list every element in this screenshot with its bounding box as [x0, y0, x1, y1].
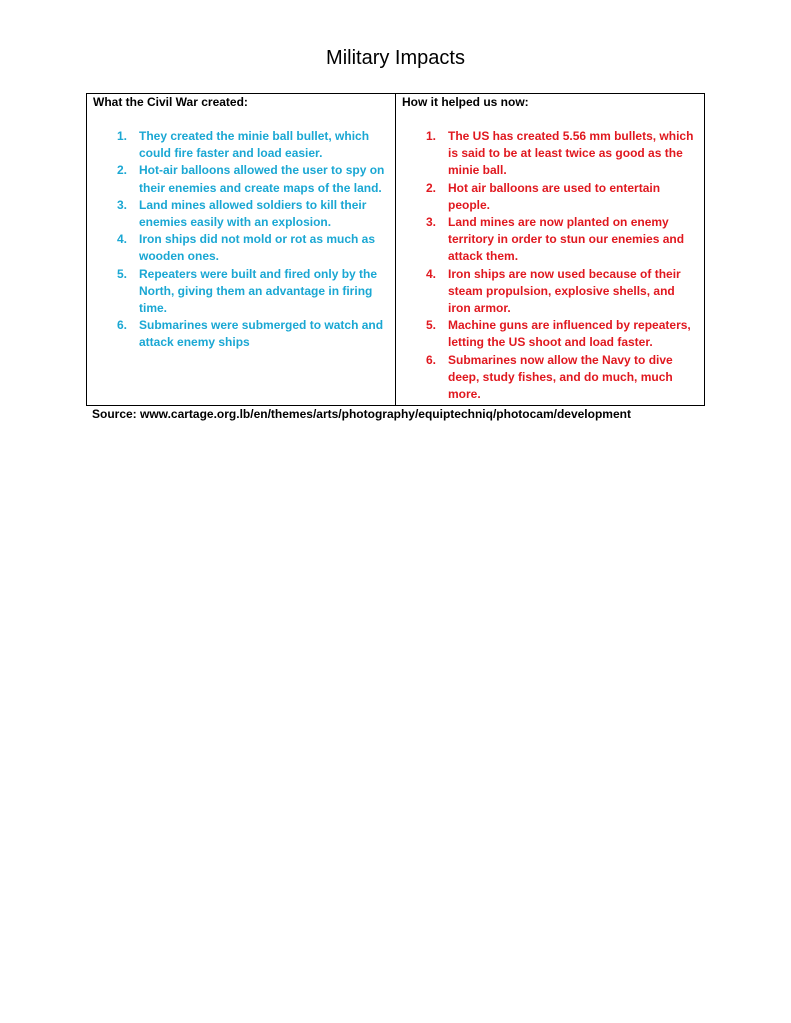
- list-item: [87, 197, 395, 231]
- how-it-helped-list: [396, 128, 704, 403]
- item-number: 4.: [117, 232, 128, 247]
- list-item: [87, 162, 395, 196]
- list-item: [87, 266, 395, 318]
- item-text: Hot-air balloons allowed the user to spy on their enemies and create maps of the land.: [139, 163, 385, 195]
- civil-war-created-list: [87, 128, 395, 352]
- item-number: 2.: [426, 180, 437, 195]
- list-item: [396, 266, 704, 318]
- item-text: Submarines were submerged to watch and attack enemy ships: [139, 318, 384, 350]
- civil-war-created-column: [87, 94, 396, 405]
- item-number: 3.: [117, 197, 128, 212]
- item-number: 6.: [117, 318, 128, 333]
- column-header-how-it-helped: How it helped us now:: [402, 95, 529, 109]
- list-item: [396, 180, 704, 214]
- list-item: [87, 128, 395, 162]
- list-item: [396, 214, 704, 266]
- list-item: [396, 317, 704, 351]
- item-text: The US has created 5.56 mm bullets, which is said to be at least twice as good as the minie ball.: [448, 129, 694, 178]
- item-text: Land mines allowed soldiers to kill their enemies easily with an explosion.: [139, 197, 367, 230]
- item-text: Iron ships are now used because of their steam propulsion, explosive shells, and iron armor.: [448, 266, 681, 316]
- item-text: Iron ships did not mold or rot as much as wooden ones.: [139, 232, 376, 264]
- impacts-table: [86, 93, 705, 406]
- source-citation: Source: www.cartage.org.lb/en/themes/arts/photography/equiptechniq/photocam/development: [92, 407, 631, 421]
- item-text: Repeaters were built and fired only by the North, giving them an advantage in firing time.: [139, 266, 378, 316]
- list-item: [396, 128, 704, 180]
- item-text: Machine guns are influenced by repeaters, letting the US shoot and load faster.: [448, 318, 691, 350]
- item-number: 6.: [426, 352, 437, 367]
- list-item: [396, 352, 704, 404]
- how-it-helped-column: [396, 94, 704, 405]
- page-title: Military Impacts: [326, 47, 465, 69]
- item-text: Submarines now allow the Navy to dive deep, study fishes, and do much, much more.: [448, 352, 673, 402]
- item-number: 3.: [426, 215, 437, 230]
- list-item: [87, 317, 395, 351]
- item-number: 5.: [426, 318, 437, 333]
- item-text: Hot air balloons are used to entertain people.: [448, 180, 661, 212]
- item-number: 5.: [117, 266, 128, 281]
- item-text: Land mines are now planted on enemy territory in order to stun our enemies and attack them.: [448, 215, 685, 264]
- list-item: [87, 231, 395, 265]
- item-number: 1.: [117, 129, 128, 143]
- item-number: 1.: [426, 129, 437, 143]
- item-number: 4.: [426, 266, 437, 281]
- column-header-civil-war-created: What the Civil War created:: [93, 95, 248, 109]
- item-text: They created the minie ball bullet, which could fire faster and load easier.: [139, 129, 370, 161]
- item-number: 2.: [117, 163, 128, 178]
